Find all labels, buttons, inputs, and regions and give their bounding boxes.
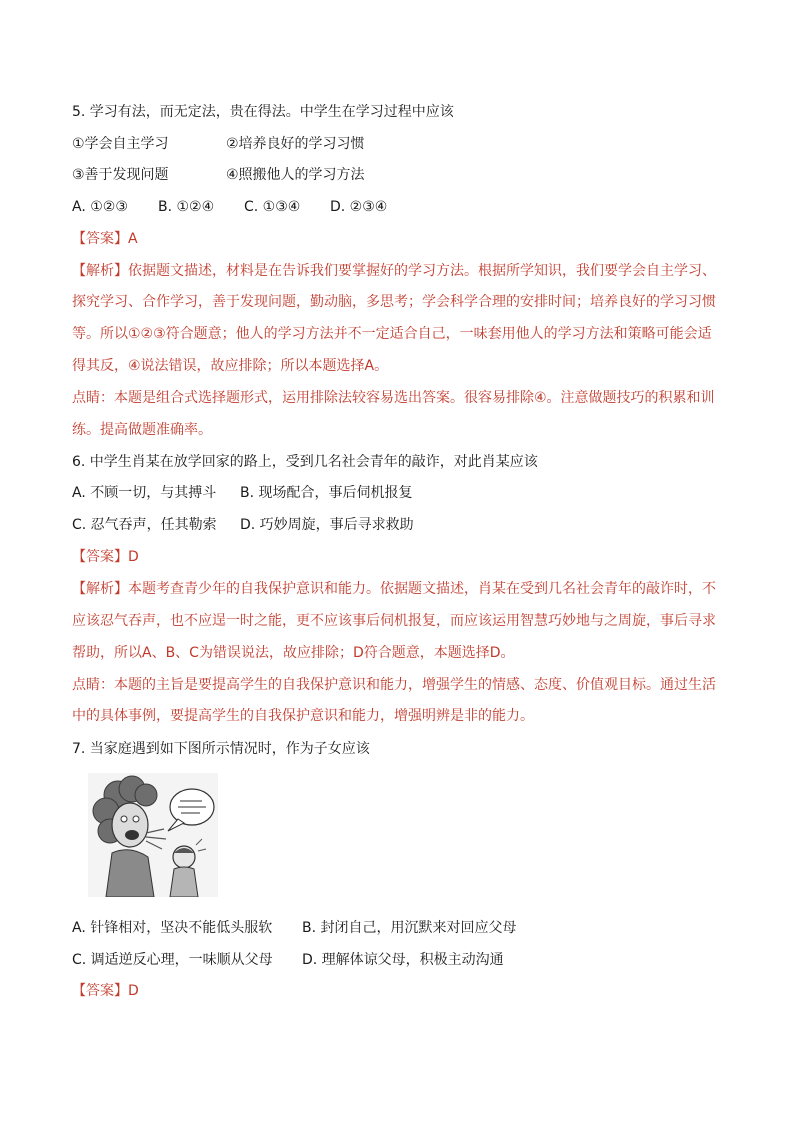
answer-value: D — [128, 983, 139, 999]
q6-option-c: C. 忍气吞声，任其勒索 — [72, 517, 217, 533]
analysis-text: 本题考查青少年的自我保护意识和能力。依据题文描述，肖某在受到几名社会青年的敲诈时，不 — [128, 581, 716, 597]
q6-analysis-line-1 — [72, 579, 716, 599]
q6-option-b: B. 现场配合，事后伺机报复 — [240, 485, 413, 501]
answer-tag: 【答案】 — [72, 231, 128, 247]
q7-stem: 7. 当家庭遇到如下图所示情况时，作为子女应该 — [72, 741, 370, 757]
q7-option-d: D. 理解体谅父母，积极主动沟通 — [302, 952, 504, 968]
answer-tag: 【答案】 — [72, 983, 128, 999]
q7-option-b: B. 封闭自己，用沉默来对回应父母 — [302, 920, 517, 936]
q7-option-a: A. 针锋相对，坚决不能低头服软 — [72, 920, 273, 936]
q6-option-a: A. 不顾一切，与其搏斗 — [72, 485, 217, 501]
q5-option-a: A. ①②③ — [72, 199, 128, 215]
q7-option-c: C. 调适逆反心理，一味顺从父母 — [72, 952, 273, 968]
answer-value: A — [128, 231, 138, 247]
q5-option-d: D. ②③④ — [330, 199, 388, 215]
q5-tip-line-2: 练。提高做题准确率。 — [72, 422, 212, 438]
q6-analysis-line-2: 应该忍气吞声，也不应逞一时之能，更不应该事后伺机报复，而应该运用智慧巧妙地与之周旋，事后寻求 — [72, 613, 716, 629]
q5-item-3: ③善于发现问题 — [72, 167, 169, 183]
q6-answer — [72, 547, 139, 567]
q5-item-1: ①学会自主学习 — [72, 136, 169, 152]
q5-analysis-line-3: 等。所以①②③符合题意；他人的学习方法并不一定适合自己，一味套用他人的学习方法和策略可能会适 — [72, 326, 712, 342]
analysis-text: 依据题文描述，材料是在告诉我们要掌握好的学习方法。根据所学知识，我们要学会自主学习、 — [128, 263, 716, 279]
q5-item-2: ②培养良好的学习习惯 — [226, 136, 365, 152]
q5-stem: 5. 学习有法，而无定法，贵在得法。中学生在学习过程中应该 — [72, 104, 454, 120]
q6-stem: 6. 中学生肖某在放学回家的路上，受到几名社会青年的敲诈，对此肖某应该 — [72, 454, 538, 470]
q5-option-b: B. ①②④ — [158, 199, 215, 215]
answer-tag: 【答案】 — [72, 549, 128, 565]
analysis-tag: 【解析】 — [72, 581, 128, 597]
q5-answer — [72, 229, 138, 249]
q5-option-c: C. ①③④ — [244, 199, 301, 215]
q6-tip-line-1: 点睛：本题的主旨是要提高学生的自我保护意识和能力，增强学生的情感、态度、价值观目标。通过生活 — [72, 677, 716, 693]
q7-answer — [72, 981, 139, 1001]
q6-option-d: D. 巧妙周旋，事后寻求救助 — [240, 517, 414, 533]
parent-scolding-illustration — [88, 773, 218, 897]
q5-tip-line-1: 点睛：本题是组合式选择题形式，运用排除法较容易选出答案。很容易排除④。注意做题技巧的积累和训 — [72, 390, 715, 406]
q6-analysis-line-3: 帮助，所以A、B、C为错误说法，故应排除；D符合题意，本题选择D。 — [72, 645, 515, 661]
analysis-tag: 【解析】 — [72, 263, 128, 279]
answer-value: D — [128, 549, 139, 565]
q5-analysis-line-4: 得其反，④说法错误，故应排除；所以本题选择A。 — [72, 358, 389, 374]
q5-item-4: ④照搬他人的学习方法 — [226, 167, 365, 183]
q6-tip-line-2: 中的具体事例，要提高学生的自我保护意识和能力，增强明辨是非的能力。 — [72, 708, 534, 724]
q5-analysis-line-2: 探究学习、合作学习，善于发现问题，勤动脑，多思考；学会科学合理的安排时间；培养良好的学习习惯 — [72, 294, 716, 310]
q5-analysis-line-1 — [72, 261, 716, 281]
